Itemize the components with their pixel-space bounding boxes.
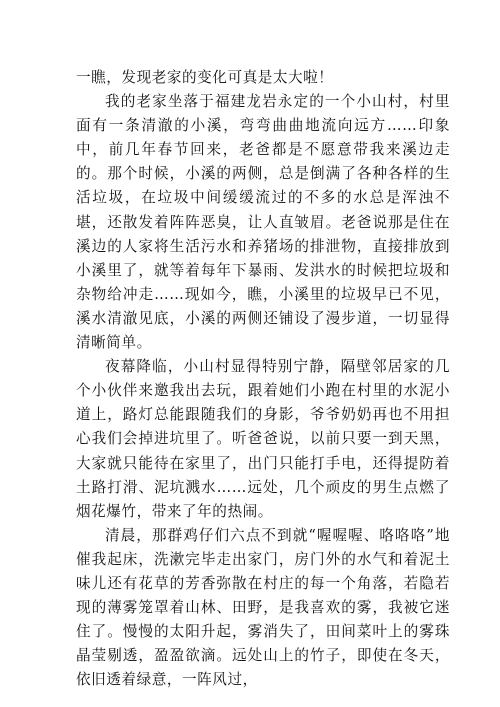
paragraph-intro: 一瞧，发现老家的变化可真是太大啦！ <box>76 69 334 86</box>
paragraph-night-village: 夜幕降临，小山村显得特别宁静，隔壁邻居家的几个小伙伴来邀我出去玩，跟着她们小跑在村里的水泥小道上，路灯总能跟随我们的身影，爷爷奶奶再也不用担心我们会掉进坑里了。听爸爸说，以前只要一到天黑，大家就只能待在家里了，出门只能打手电，还得提防着土路打滑、泥坑溅水……远处，几个顽皮的男生点燃了烟花爆竹，带来了年的热闹。 <box>76 358 450 520</box>
paragraph-hometown-stream: 我的老家坐落于福建龙岩永定的一个小山村，村里面有一条清澈的小溪，弯弯曲曲地流向远方……印象中，前几年春节回来，老爸都是不愿意带我来溪边走的。那个时候，小溪的两侧，总是倒满了各种各样的生活垃圾，在垃圾中间缓缓流过的不多的水总是浑浊不堪，还散发着阵阵恶臭，让人直皱眉。老爸说那是住在溪边的人家将生活污水和养猪场的排泄物，直接排放到小溪里了，就等着每年下暴雨、发洪水的时候把垃圾和杂物给冲走……现如今，瞧，小溪里的垃圾早已不见，溪水清澈见底，小溪的两侧还铺设了漫步道，一切显得清晰简单。 <box>76 93 450 352</box>
paragraph-morning-fog: 清晨，那群鸡仔们六点不到就“喔喔喔、咯咯咯”地催我起床，洗漱完毕走出家门，房门外的水气和着泥土味儿还有花草的芳香弥散在村庄的每一个角落，若隐若现的薄雾笼罩着山林、田野，是我喜欢的雾，我被它迷住了。慢慢的太阳升起，雾消失了，田间菜叶上的雾珠晶莹剔透，盈盈欲滴。远处山上的竹子，即使在冬天，依旧透着绿意，一阵风过， <box>76 526 450 689</box>
